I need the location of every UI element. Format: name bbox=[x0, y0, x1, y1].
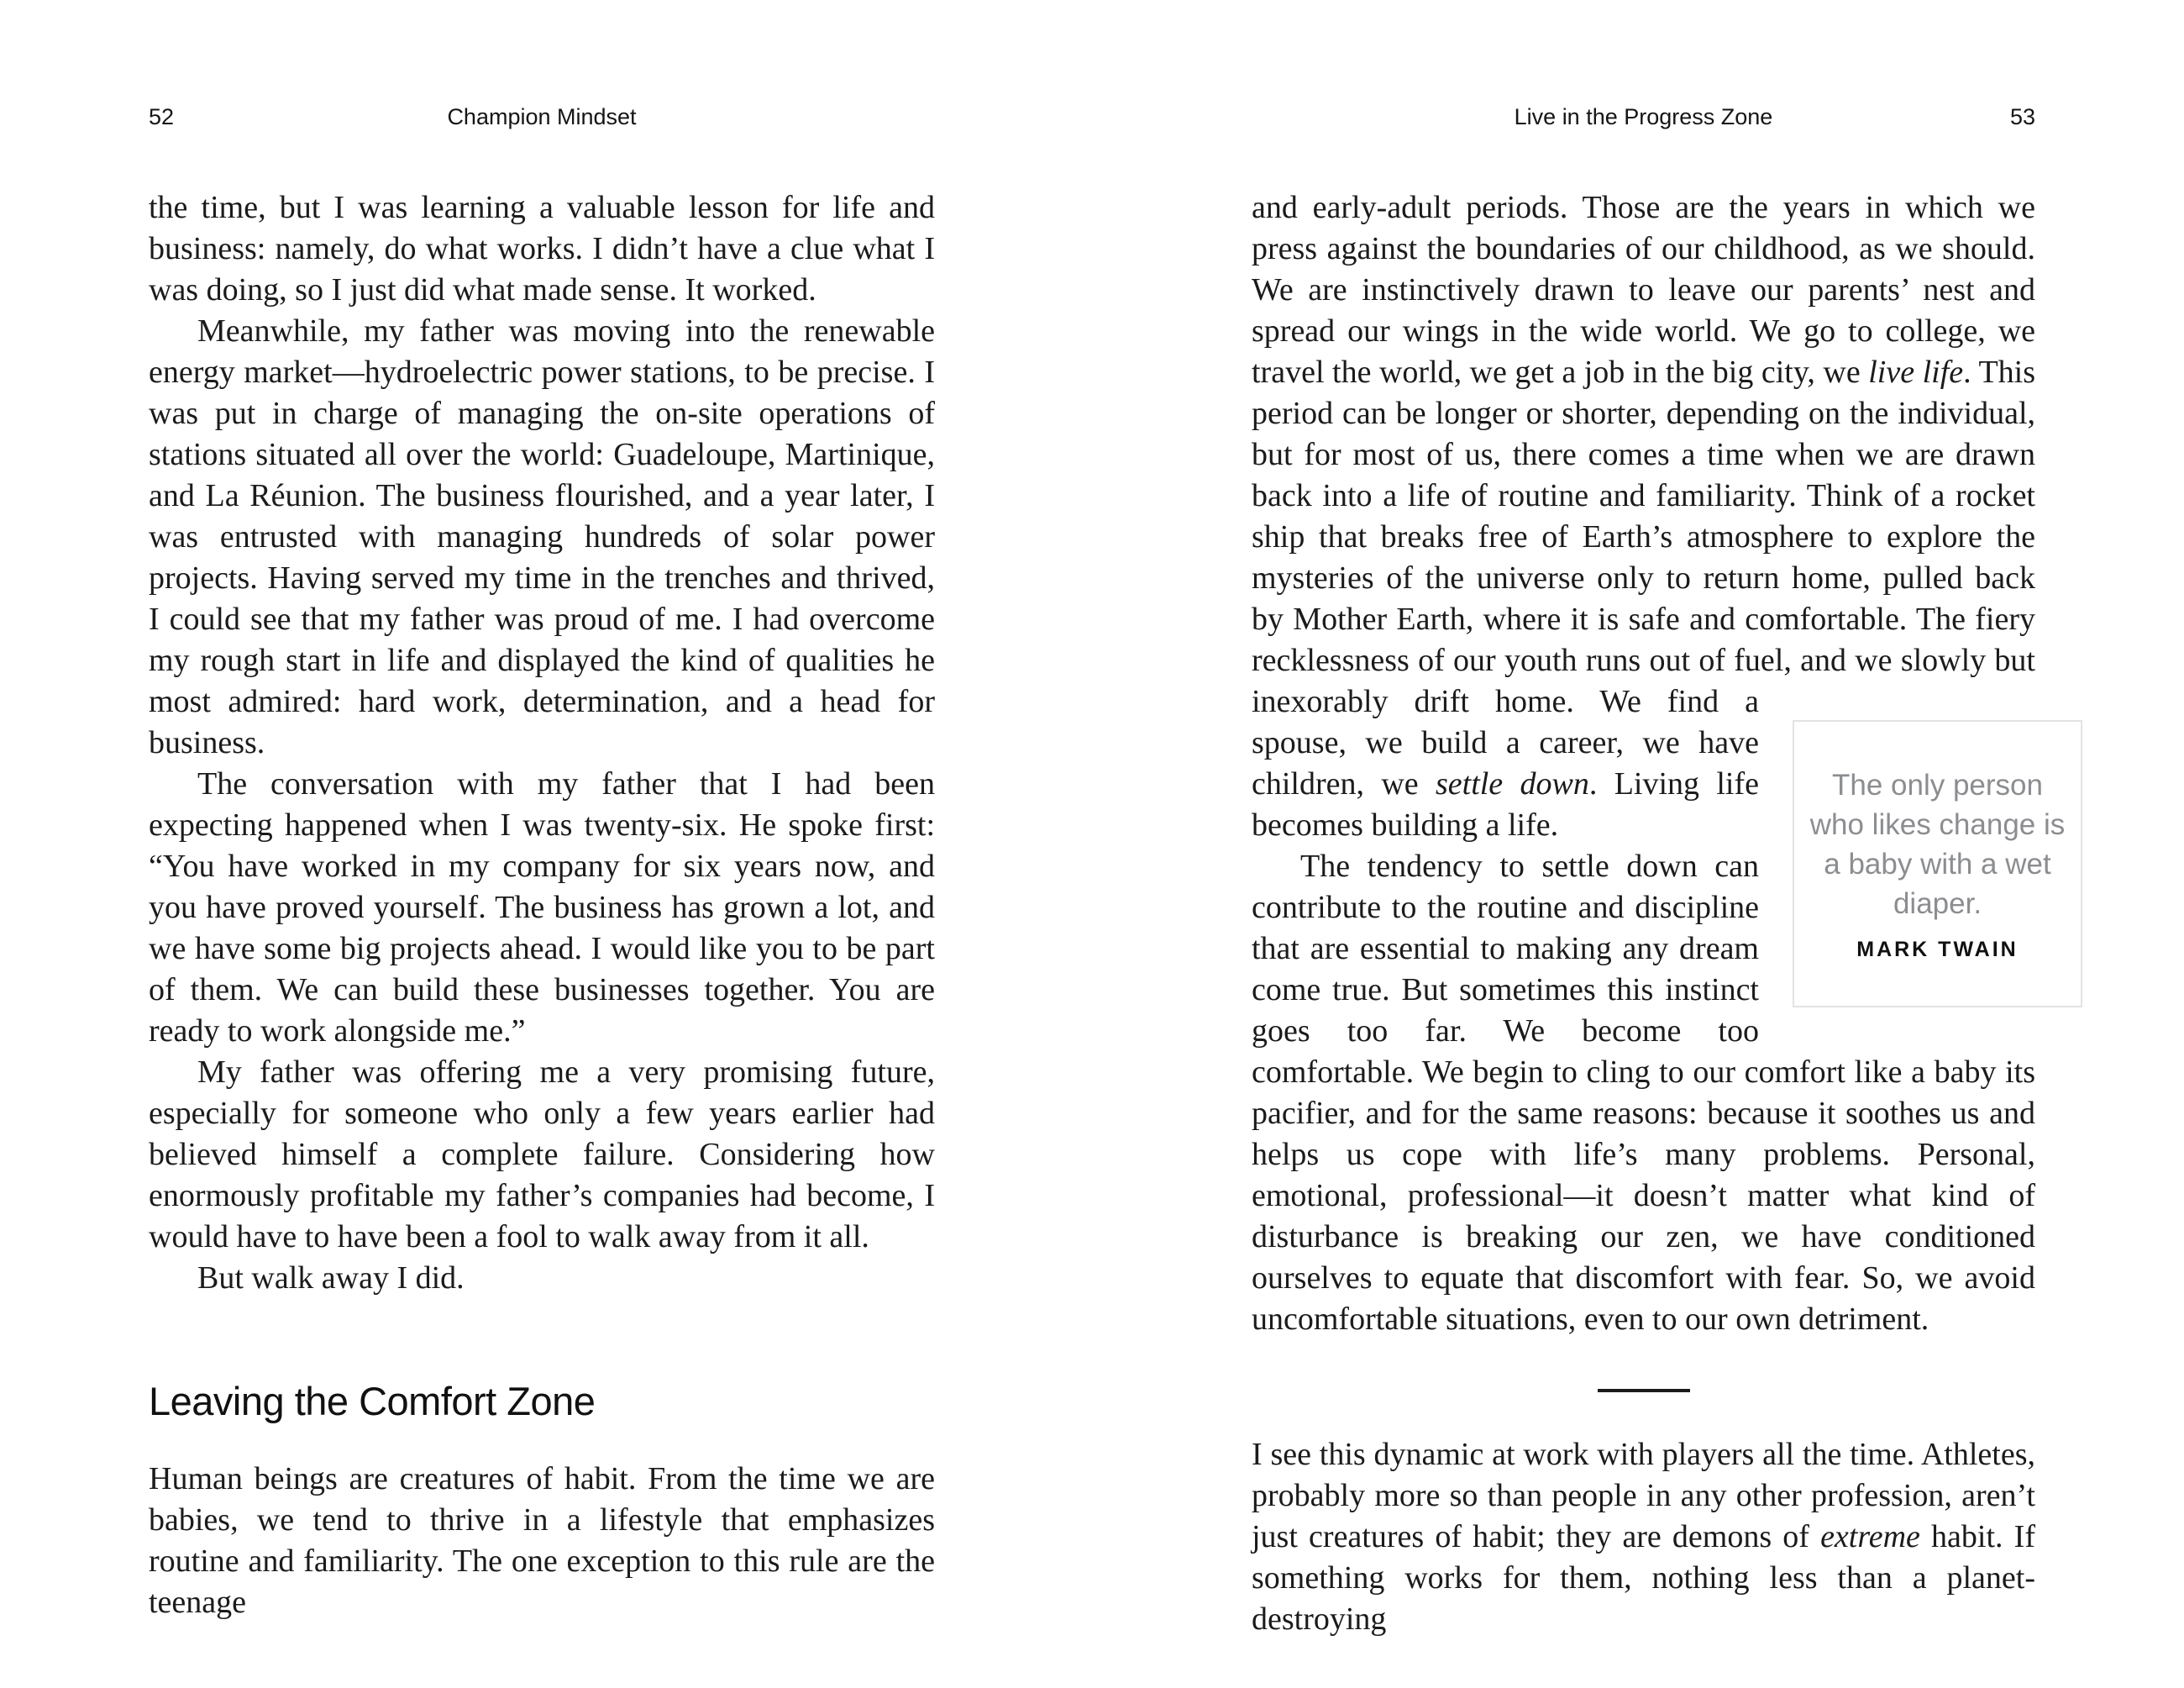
body-text: the time, but I was learning a valuable lesson for life and business: namely, do what works. I didn’t have a clue what I was doing, so I just did what made sense. It worked. bbox=[149, 190, 935, 308]
body-text: I see this dynamic at work with players all the time. Athletes, probably more so than people in any other profession, aren’t just creatures of habit; they are demons of bbox=[1252, 1437, 2035, 1554]
page-number-right: 53 bbox=[2009, 104, 2035, 129]
pull-quote-attribution: MARK TWAIN bbox=[1856, 938, 2019, 961]
body-text: The tendency to settle down can contribute to the routine and discipline that are essential to making any dream come true. But sometimes this instinct goes too far. We become too comfortable. We begin to cling to our comfort like a baby its pacifier, and for the same reasons: because it soothes us and helps us cope with life’s many problems. Personal, emotional, professional—it doesn’t matter what kind of disturbance is breaking our zen, we have conditioned ourselves to equate that discomfort with fear. So, we avoid uncomfortable situations, even to our own detriment. bbox=[1252, 849, 2035, 1337]
body-text: . This period can be longer or shorter, depending on the individual, but for most of us, there comes a time when we are drawn back into a life of routine and familiarity. Think of a rocket ship that breaks free of Earth’s atmosphere to explore the mysteries of the universe only to return home, pulled back by Mother Earth, where it is safe and comfortable. The fiery recklessness of our youth runs out of fuel, and we slowly but inexorably drift home. We find a bbox=[1252, 355, 2036, 719]
body-text: . Living life becomes building a life. bbox=[1252, 766, 1759, 843]
page-left bbox=[149, 103, 935, 1623]
italic-text: live life bbox=[1868, 355, 1964, 390]
body-text: The conversation with my father that I had been expecting happened when I was twenty-six. He spoke first: “You have worked in my company for six years now, and you have proved yourself. The business has grown a lot, and we have some big projects ahead. I would like you to be part of them. We can build these businesses together. You are ready to work alongside me.” bbox=[149, 766, 935, 1049]
page-left-running-header bbox=[149, 103, 935, 130]
page-right-body bbox=[1252, 187, 2066, 1640]
page-number-left: 52 bbox=[149, 104, 175, 129]
paragraph bbox=[149, 311, 935, 764]
running-title-left: Champion Mindset bbox=[447, 104, 637, 129]
paragraph bbox=[149, 1052, 935, 1258]
body-text: Meanwhile, my father was moving into the renewable energy market—hydroelectric power stations, to be precise. I was put in charge of managing the on-site operations of stations situated all over the world: Guadeloupe, Martinique, and La Réunion. The business flourished, and a year later, I was entrusted with managing hundreds of solar power projects. Having served my time in the trenches and thrived, I could see that my father was proud of me. I had overcome my rough start in life and displayed the kind of qualities he most admired: hard work, determination, and a head for business. bbox=[149, 313, 935, 760]
paragraph bbox=[149, 764, 935, 1052]
body-text: But walk away I did. bbox=[197, 1260, 465, 1296]
paragraph bbox=[1252, 187, 2066, 961]
paragraph bbox=[149, 1258, 935, 1299]
paragraph bbox=[149, 1459, 935, 1623]
paragraph bbox=[1252, 1434, 2035, 1640]
paragraph bbox=[149, 187, 935, 311]
section-divider bbox=[1598, 1389, 1690, 1392]
italic-text: settle down bbox=[1435, 766, 1589, 802]
pull-quote-text: The only person who likes change is a baby with a wet diaper. bbox=[1809, 769, 2066, 920]
body-text: habit. If something works for them, nothing less than a planet-destroying bbox=[1252, 1519, 2035, 1637]
running-title-right: Live in the Progress Zone bbox=[1514, 104, 1773, 129]
body-text: Human beings are creatures of habit. From the time we are babies, we tend to thrive in a lifestyle that emphasizes routine and familiarity. The one exception to this rule are the teenage bbox=[149, 1461, 935, 1620]
pull-quote-box bbox=[1793, 720, 2082, 1007]
body-text: spouse, we build a career, we have children, we bbox=[1252, 725, 1759, 802]
body-text: and early-adult periods. Those are the years in which we press against the boundaries of our childhood, as we should. We are instinctively drawn to leave our parents’ nest and spread our wings in the wide world. We go to college, we travel the world, we get a job in the big city, we bbox=[1252, 190, 2035, 390]
body-text: My father was offering me a very promising future, especially for someone who only a few years earlier had believed himself a complete failure. Considering how enormously profitable my father’s companies had become, I would have to have been a fool to walk away from it all. bbox=[149, 1054, 935, 1254]
italic-text: extreme bbox=[1820, 1519, 1920, 1554]
page-right bbox=[1252, 103, 2066, 1640]
page-left-body bbox=[149, 187, 935, 1623]
section-heading: Leaving the Comfort Zone bbox=[149, 1379, 596, 1423]
page-right-running-header bbox=[1252, 103, 2035, 130]
